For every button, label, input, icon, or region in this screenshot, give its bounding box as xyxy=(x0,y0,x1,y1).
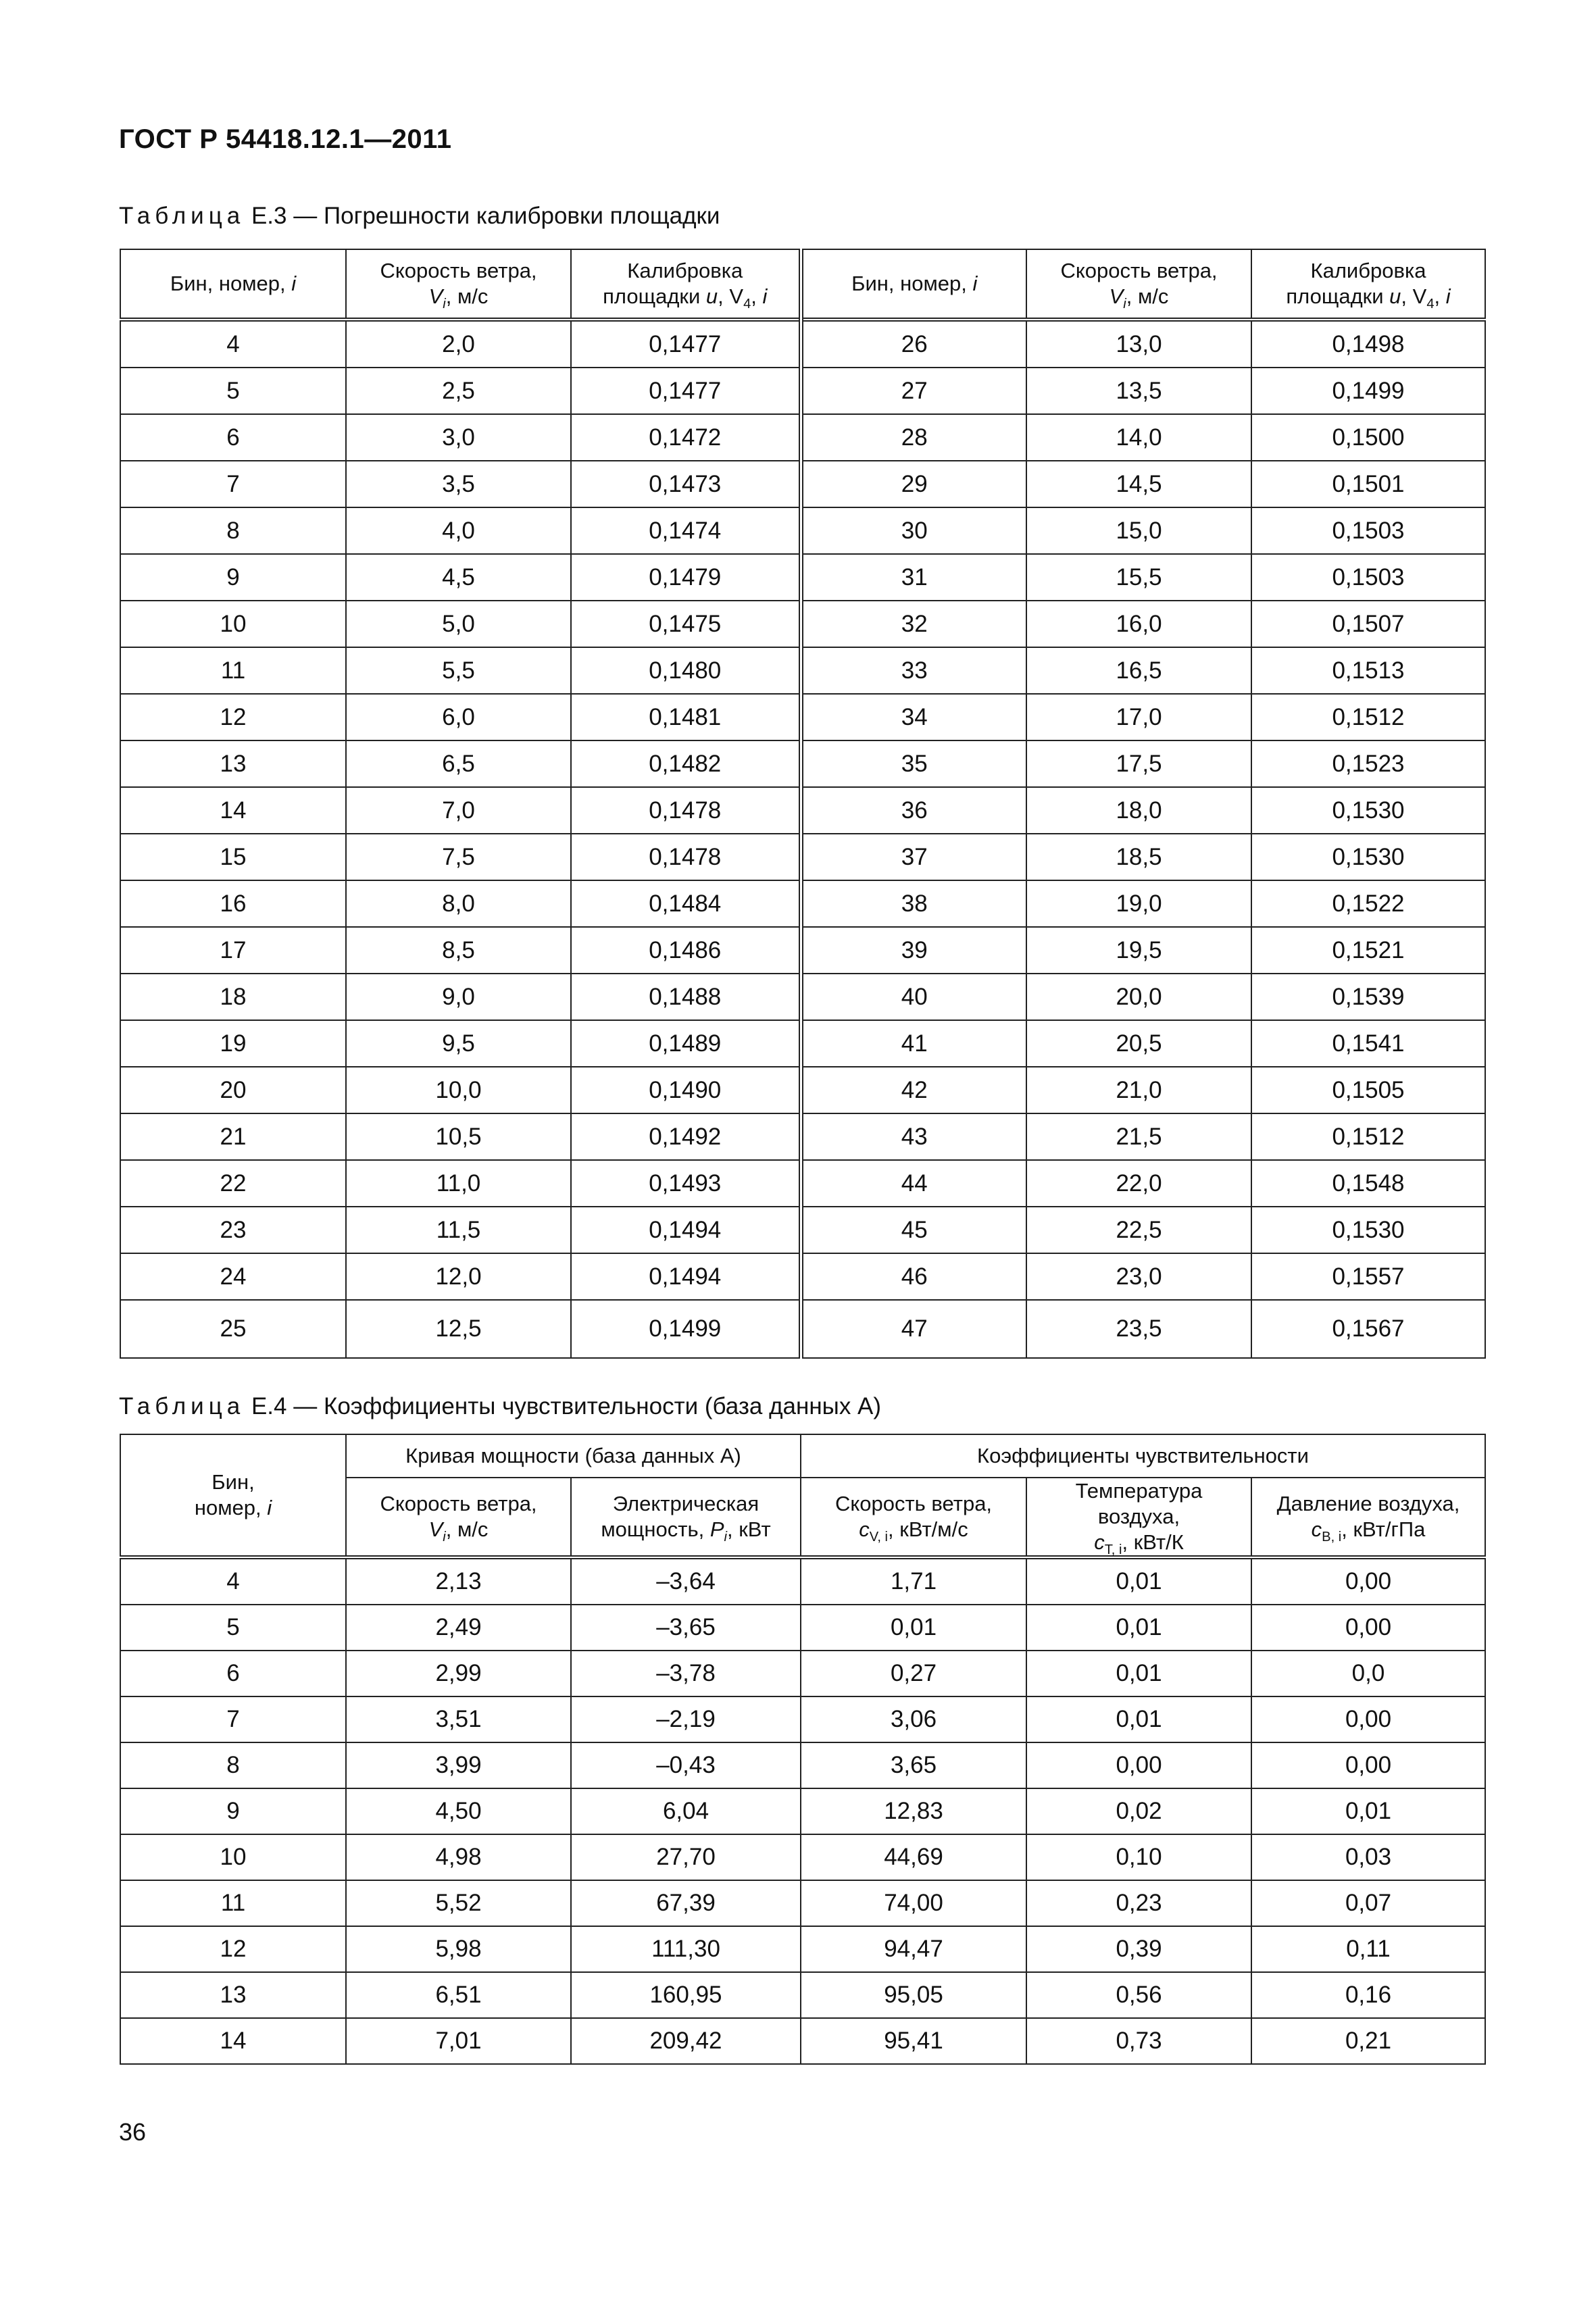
table-cell: –2,19 xyxy=(571,1696,801,1742)
table-cell: 0,1523 xyxy=(1251,740,1485,787)
table-cell: 6,0 xyxy=(346,694,571,740)
table-row xyxy=(120,974,1485,1020)
table-cell: 0,39 xyxy=(1026,1926,1251,1972)
table-cell: 10 xyxy=(120,1834,346,1880)
table-cell: 34 xyxy=(801,694,1026,740)
table-cell: 16 xyxy=(120,880,346,927)
table-cell: 31 xyxy=(801,554,1026,601)
table-cell: 0,1530 xyxy=(1251,1207,1485,1253)
table-cell: 15,0 xyxy=(1026,507,1251,554)
table-cell: 2,13 xyxy=(346,1557,571,1605)
table-cell: 0,1493 xyxy=(571,1160,801,1207)
header-power-curve-group: Кривая мощности (база данных А) xyxy=(346,1434,801,1478)
table-cell: 21,5 xyxy=(1026,1113,1251,1160)
table-row xyxy=(120,1880,1485,1926)
table-cell: 7,5 xyxy=(346,834,571,880)
table-cell: 5,52 xyxy=(346,1880,571,1926)
table-cell: 7,01 xyxy=(346,2018,571,2064)
table-cell: –0,43 xyxy=(571,1742,801,1788)
table-row xyxy=(120,1020,1485,1067)
header-wind-speed: Скорость ветра, $V_i$, м/с xyxy=(346,249,571,320)
header-bin: Бин, номер, i xyxy=(801,249,1026,320)
table-row xyxy=(120,1972,1485,2018)
table-cell: 94,47 xyxy=(801,1926,1026,1972)
table-cell: 0,1530 xyxy=(1251,834,1485,880)
header-calibration: Калибровка площадки u, $V_4$, i xyxy=(571,249,801,320)
table-cell: 12,0 xyxy=(346,1253,571,1300)
table-row xyxy=(120,647,1485,694)
table-cell: 8,0 xyxy=(346,880,571,927)
table-cell: 20,0 xyxy=(1026,974,1251,1020)
table-cell: 0,1482 xyxy=(571,740,801,787)
table-cell: 14,5 xyxy=(1026,461,1251,507)
table-row xyxy=(120,1113,1485,1160)
table-cell: 0,1548 xyxy=(1251,1160,1485,1207)
table-cell: 19 xyxy=(120,1020,346,1067)
table-cell: 0,11 xyxy=(1251,1926,1485,1972)
table-cell: 41 xyxy=(801,1020,1026,1067)
table-cell: 0,1492 xyxy=(571,1113,801,1160)
table-header-row xyxy=(120,249,1485,320)
table-cell: 10 xyxy=(120,601,346,647)
table-cell: 17,0 xyxy=(1026,694,1251,740)
header-bin: Бин, номер, i xyxy=(120,1434,346,1557)
table-e4 xyxy=(120,1434,1486,2065)
table-cell: 46 xyxy=(801,1253,1026,1300)
table-cell: 0,1473 xyxy=(571,461,801,507)
table-cell: 0,00 xyxy=(1251,1742,1485,1788)
table-cell: 0,1521 xyxy=(1251,927,1485,974)
table-cell: 44 xyxy=(801,1160,1026,1207)
table-cell: 0,03 xyxy=(1251,1834,1485,1880)
table-cell: 0,16 xyxy=(1251,1972,1485,2018)
table-row xyxy=(120,414,1485,461)
table-cell: 7,0 xyxy=(346,787,571,834)
table-cell: 33 xyxy=(801,647,1026,694)
table-row xyxy=(120,368,1485,414)
table-cell: 0,00 xyxy=(1251,1557,1485,1605)
table-cell: 67,39 xyxy=(571,1880,801,1926)
table-cell: 0,1507 xyxy=(1251,601,1485,647)
table-cell: 0,1500 xyxy=(1251,414,1485,461)
table-cell: 23,0 xyxy=(1026,1253,1251,1300)
table-cell: 0,1477 xyxy=(571,320,801,368)
table-cell: 9 xyxy=(120,1788,346,1834)
table-cell: 0,10 xyxy=(1026,1834,1251,1880)
table-cell: 13 xyxy=(120,1972,346,2018)
table-cell: 8 xyxy=(120,1742,346,1788)
table-row xyxy=(120,880,1485,927)
table-row xyxy=(120,1253,1485,1300)
table-header-row xyxy=(120,1434,1485,1478)
table-cell: 5 xyxy=(120,1605,346,1651)
table-cell: 0,1513 xyxy=(1251,647,1485,694)
table-row xyxy=(120,740,1485,787)
table-cell: 12,83 xyxy=(801,1788,1026,1834)
table-cell: 0,1501 xyxy=(1251,461,1485,507)
table-cell: 4,98 xyxy=(346,1834,571,1880)
table-cell: 0,1480 xyxy=(571,647,801,694)
table-cell: 0,1494 xyxy=(571,1207,801,1253)
table-cell: 11,5 xyxy=(346,1207,571,1253)
table-cell: 0,01 xyxy=(1251,1788,1485,1834)
caption-label: Таблица xyxy=(119,203,245,229)
table-cell: 0,1539 xyxy=(1251,974,1485,1020)
table-cell: 0,1503 xyxy=(1251,507,1485,554)
table-row xyxy=(120,554,1485,601)
table-row xyxy=(120,1651,1485,1696)
table-cell: 4 xyxy=(120,1557,346,1605)
caption-label: Таблица xyxy=(119,1393,245,1419)
table-cell: 42 xyxy=(801,1067,1026,1113)
table-cell: 0,1490 xyxy=(571,1067,801,1113)
table-cell: 29 xyxy=(801,461,1026,507)
table-cell: 16,5 xyxy=(1026,647,1251,694)
table-cell: 6,04 xyxy=(571,1788,801,1834)
header-coef-pressure: Давление воздуха, $c_{B, i}$, кВт/гПа xyxy=(1251,1478,1485,1557)
header-electric-power: Электрическая мощность, $P_i$, кВт xyxy=(571,1478,801,1557)
table-cell: 0,01 xyxy=(1026,1651,1251,1696)
table-cell: 0,1567 xyxy=(1251,1300,1485,1358)
table-cell: 18,5 xyxy=(1026,834,1251,880)
table-row xyxy=(120,1067,1485,1113)
table-row xyxy=(120,461,1485,507)
table-cell: 10,0 xyxy=(346,1067,571,1113)
header-bin: Бин, номер, i xyxy=(120,249,346,320)
table-cell: 22,0 xyxy=(1026,1160,1251,1207)
table-cell: 23,5 xyxy=(1026,1300,1251,1358)
table-e3 xyxy=(120,249,1486,1359)
table-row xyxy=(120,2018,1485,2064)
table-row xyxy=(120,507,1485,554)
table-cell: 0,1488 xyxy=(571,974,801,1020)
table-cell: 1,71 xyxy=(801,1557,1026,1605)
table-cell: 0,01 xyxy=(1026,1557,1251,1605)
table-row xyxy=(120,1300,1485,1358)
table-cell: 0,1522 xyxy=(1251,880,1485,927)
table-row xyxy=(120,927,1485,974)
table-cell: 0,1489 xyxy=(571,1020,801,1067)
table-cell: 2,49 xyxy=(346,1605,571,1651)
table-cell: 10,5 xyxy=(346,1113,571,1160)
caption-text: Е.3 — Погрешности калибровки площадки xyxy=(245,203,720,229)
table-cell: 16,0 xyxy=(1026,601,1251,647)
table-cell: 22,5 xyxy=(1026,1207,1251,1253)
table-cell: 0,1505 xyxy=(1251,1067,1485,1113)
table-cell: 2,5 xyxy=(346,368,571,414)
caption-text: Е.4 — Коэффициенты чувствительности (база данных А) xyxy=(245,1393,882,1419)
table-cell: 0,1499 xyxy=(571,1300,801,1358)
table-cell: 6 xyxy=(120,1651,346,1696)
table-cell: 3,0 xyxy=(346,414,571,461)
table-row xyxy=(120,1207,1485,1253)
table-cell: 160,95 xyxy=(571,1972,801,2018)
table-cell: 3,65 xyxy=(801,1742,1026,1788)
page-number: 36 xyxy=(119,2118,147,2146)
table-cell: 21,0 xyxy=(1026,1067,1251,1113)
table-cell: 19,0 xyxy=(1026,880,1251,927)
table-cell: 0,1486 xyxy=(571,927,801,974)
table-cell: 17 xyxy=(120,927,346,974)
table-cell: 5,5 xyxy=(346,647,571,694)
table-row xyxy=(120,1557,1485,1605)
table-cell: 0,1477 xyxy=(571,368,801,414)
table-cell: 0,1474 xyxy=(571,507,801,554)
table-cell: 4,50 xyxy=(346,1788,571,1834)
table-cell: 35 xyxy=(801,740,1026,787)
table-cell: 0,00 xyxy=(1251,1696,1485,1742)
table-cell: 15 xyxy=(120,834,346,880)
document-header: ГОСТ Р 54418.12.1—2011 xyxy=(119,124,452,154)
table-cell: 4,0 xyxy=(346,507,571,554)
table-cell: 0,01 xyxy=(1026,1696,1251,1742)
table-cell: 13 xyxy=(120,740,346,787)
table-row xyxy=(120,1926,1485,1972)
table-row xyxy=(120,1605,1485,1651)
table-cell: 95,05 xyxy=(801,1972,1026,2018)
table-cell: 36 xyxy=(801,787,1026,834)
table-row xyxy=(120,601,1485,647)
table-cell: 20,5 xyxy=(1026,1020,1251,1067)
table-cell: 0,01 xyxy=(1026,1605,1251,1651)
table-cell: 2,99 xyxy=(346,1651,571,1696)
table-cell: 14,0 xyxy=(1026,414,1251,461)
table-cell: 28 xyxy=(801,414,1026,461)
header-coef-wind-speed: Скорость ветра, $c_{V, i}$, кВт/м/с xyxy=(801,1478,1026,1557)
table-cell: 0,1541 xyxy=(1251,1020,1485,1067)
table-cell: 45 xyxy=(801,1207,1026,1253)
table-cell: 4,5 xyxy=(346,554,571,601)
table-cell: 0,0 xyxy=(1251,1651,1485,1696)
table-cell: 47 xyxy=(801,1300,1026,1358)
table-cell: 18 xyxy=(120,974,346,1020)
table-cell: 0,1503 xyxy=(1251,554,1485,601)
table-cell: 14 xyxy=(120,2018,346,2064)
table-cell: 13,0 xyxy=(1026,320,1251,368)
table-cell: 0,01 xyxy=(801,1605,1026,1651)
table-cell: 0,02 xyxy=(1026,1788,1251,1834)
table-cell: 209,42 xyxy=(571,2018,801,2064)
table-cell: 17,5 xyxy=(1026,740,1251,787)
table-cell: 111,30 xyxy=(571,1926,801,1972)
table-e3-caption xyxy=(119,203,720,230)
table-cell: 6,5 xyxy=(346,740,571,787)
table-cell: 11 xyxy=(120,1880,346,1926)
table-cell: 27 xyxy=(801,368,1026,414)
table-cell: 37 xyxy=(801,834,1026,880)
table-cell: 0,1478 xyxy=(571,787,801,834)
table-cell: 0,27 xyxy=(801,1651,1026,1696)
header-wind-speed: Скорость ветра, $V_i$, м/с xyxy=(1026,249,1251,320)
table-cell: 8,5 xyxy=(346,927,571,974)
table-cell: 0,1484 xyxy=(571,880,801,927)
table-cell: 12 xyxy=(120,694,346,740)
table-cell: 0,07 xyxy=(1251,1880,1485,1926)
header-coef-temperature: Температура воздуха, $c_{T, i}$, кВт/К xyxy=(1026,1478,1251,1557)
table-cell: –3,65 xyxy=(571,1605,801,1651)
table-row xyxy=(120,1834,1485,1880)
table-cell: 5,98 xyxy=(346,1926,571,1972)
table-cell: 7 xyxy=(120,461,346,507)
table-cell: 12 xyxy=(120,1926,346,1972)
table-cell: –3,78 xyxy=(571,1651,801,1696)
table-cell: 15,5 xyxy=(1026,554,1251,601)
table-cell: 0,23 xyxy=(1026,1880,1251,1926)
table-cell: 0,1472 xyxy=(571,414,801,461)
table-cell: 23 xyxy=(120,1207,346,1253)
table-cell: 0,00 xyxy=(1026,1742,1251,1788)
table-cell: 32 xyxy=(801,601,1026,647)
table-cell: 18,0 xyxy=(1026,787,1251,834)
table-cell: 43 xyxy=(801,1113,1026,1160)
table-cell: 0,1479 xyxy=(571,554,801,601)
table-cell: 26 xyxy=(801,320,1026,368)
table-row xyxy=(120,787,1485,834)
table-cell: 0,1494 xyxy=(571,1253,801,1300)
table-cell: 0,1481 xyxy=(571,694,801,740)
table-row xyxy=(120,1788,1485,1834)
table-cell: 0,1498 xyxy=(1251,320,1485,368)
table-cell: 30 xyxy=(801,507,1026,554)
table-row xyxy=(120,1160,1485,1207)
table-cell: 9,5 xyxy=(346,1020,571,1067)
table-cell: 19,5 xyxy=(1026,927,1251,974)
table-cell: 9 xyxy=(120,554,346,601)
header-calibration: Калибровка площадки u, $V_4$, i xyxy=(1251,249,1485,320)
table-cell: 8 xyxy=(120,507,346,554)
table-cell: 4 xyxy=(120,320,346,368)
table-row xyxy=(120,1742,1485,1788)
table-cell: –3,64 xyxy=(571,1557,801,1605)
table-cell: 3,99 xyxy=(346,1742,571,1788)
table-cell: 20 xyxy=(120,1067,346,1113)
table-cell: 0,1478 xyxy=(571,834,801,880)
table-cell: 0,1557 xyxy=(1251,1253,1485,1300)
table-cell: 44,69 xyxy=(801,1834,1026,1880)
table-cell: 0,56 xyxy=(1026,1972,1251,2018)
table-cell: 25 xyxy=(120,1300,346,1358)
table-cell: 22 xyxy=(120,1160,346,1207)
table-cell: 0,1475 xyxy=(571,601,801,647)
table-cell: 95,41 xyxy=(801,2018,1026,2064)
table-cell: 39 xyxy=(801,927,1026,974)
table-cell: 0,1512 xyxy=(1251,1113,1485,1160)
table-e4-caption xyxy=(119,1393,881,1420)
table-cell: 0,73 xyxy=(1026,2018,1251,2064)
table-cell: 40 xyxy=(801,974,1026,1020)
header-sensitivity-group: Коэффициенты чувствительности xyxy=(801,1434,1485,1478)
header-wind-speed: Скорость ветра, $V_i$, м/с xyxy=(346,1478,571,1557)
table-cell: 11,0 xyxy=(346,1160,571,1207)
table-cell: 6,51 xyxy=(346,1972,571,2018)
table-cell: 3,51 xyxy=(346,1696,571,1742)
table-cell: 13,5 xyxy=(1026,368,1251,414)
table-cell: 24 xyxy=(120,1253,346,1300)
table-cell: 27,70 xyxy=(571,1834,801,1880)
table-cell: 9,0 xyxy=(346,974,571,1020)
table-cell: 12,5 xyxy=(346,1300,571,1358)
table-cell: 3,06 xyxy=(801,1696,1026,1742)
table-row xyxy=(120,834,1485,880)
table-cell: 5 xyxy=(120,368,346,414)
table-row xyxy=(120,694,1485,740)
table-cell: 11 xyxy=(120,647,346,694)
table-cell: 5,0 xyxy=(346,601,571,647)
table-cell: 0,1530 xyxy=(1251,787,1485,834)
table-cell: 74,00 xyxy=(801,1880,1026,1926)
table-cell: 6 xyxy=(120,414,346,461)
table-cell: 0,00 xyxy=(1251,1605,1485,1651)
table-cell: 38 xyxy=(801,880,1026,927)
table-cell: 0,1499 xyxy=(1251,368,1485,414)
table-cell: 7 xyxy=(120,1696,346,1742)
table-row xyxy=(120,320,1485,368)
table-cell: 0,21 xyxy=(1251,2018,1485,2064)
table-row xyxy=(120,1696,1485,1742)
table-cell: 14 xyxy=(120,787,346,834)
table-cell: 2,0 xyxy=(346,320,571,368)
table-cell: 21 xyxy=(120,1113,346,1160)
table-cell: 0,1512 xyxy=(1251,694,1485,740)
table-cell: 3,5 xyxy=(346,461,571,507)
